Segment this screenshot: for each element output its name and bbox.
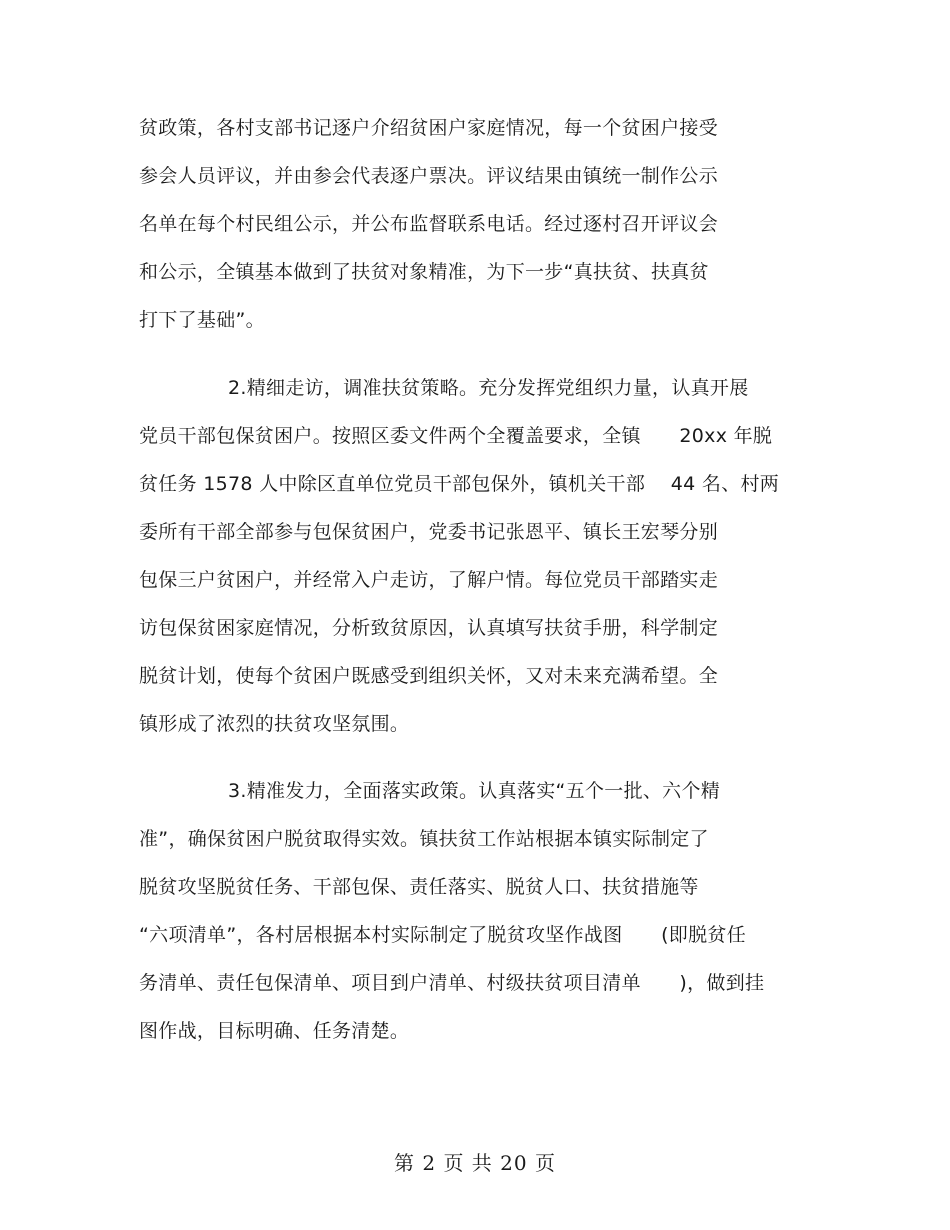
text-line: 打下了基础”。 [139,309,265,331]
page-number-footer: 第 2 页 共 20 页 [394,1151,556,1175]
text-line: 镇形成了浓烈的扶贫攻坚氛围。 [139,713,410,735]
text-line: 准”，确保贫困户脱贫取得实效。镇扶贫工作站根据本镇实际制定了 [139,828,709,850]
text-line: “六项清单”，各村居根据本村实际制定了脱贫攻坚作战图 (即脱贫任 [139,924,747,946]
text-line: 脱贫计划，使每个贫困户既感受到组织关怀，又对未来充满希望。全 [139,665,719,687]
text-line: 和公示，全镇基本做到了扶贫对象精准，为下一步“真扶贫、扶真贫 [139,261,709,283]
text-line: 3.精准发力，全面落实政策。认真落实“五个一批、六个精 [228,780,721,802]
text-line: 参会人员评议，并由参会代表逐户票决。评议结果由镇统一制作公示 [139,165,719,187]
text-line: 委所有干部全部参与包保贫困户，党委书记张恩平、镇长王宏琴分别 [139,521,719,543]
text-line: 党员干部包保贫困户。按照区委文件两个全覆盖要求，全镇 20xx 年脱 [139,425,773,447]
text-line: 贫政策，各村支部书记逐户介绍贫困户家庭情况，每一个贫困户接受 [139,117,719,139]
text-line: 包保三户贫困户，并经常入户走访，了解户情。每位党员干部踏实走 [139,569,719,591]
text-line: 访包保贫困家庭情况，分析致贫原因，认真填写扶贫手册，科学制定 [139,617,719,639]
text-line: 贫任务 1578 人中除区直单位党员干部包保外，镇机关干部 44 名、村两 [139,473,780,495]
text-line: 图作战，目标明确、任务清楚。 [139,1020,410,1042]
text-line: 名单在每个村民组公示，并公布监督联系电话。经过逐村召开评议会 [139,213,719,235]
text-line: 务清单、责任包保清单、项目到户清单、村级扶贫项目清单 )，做到挂 [139,972,765,994]
text-line: 2.精细走访，调准扶贫策略。充分发挥党组织力量，认真开展 [228,377,749,399]
text-line: 脱贫攻坚脱贫任务、干部包保、责任落实、脱贫人口、扶贫措施等 [139,876,699,898]
